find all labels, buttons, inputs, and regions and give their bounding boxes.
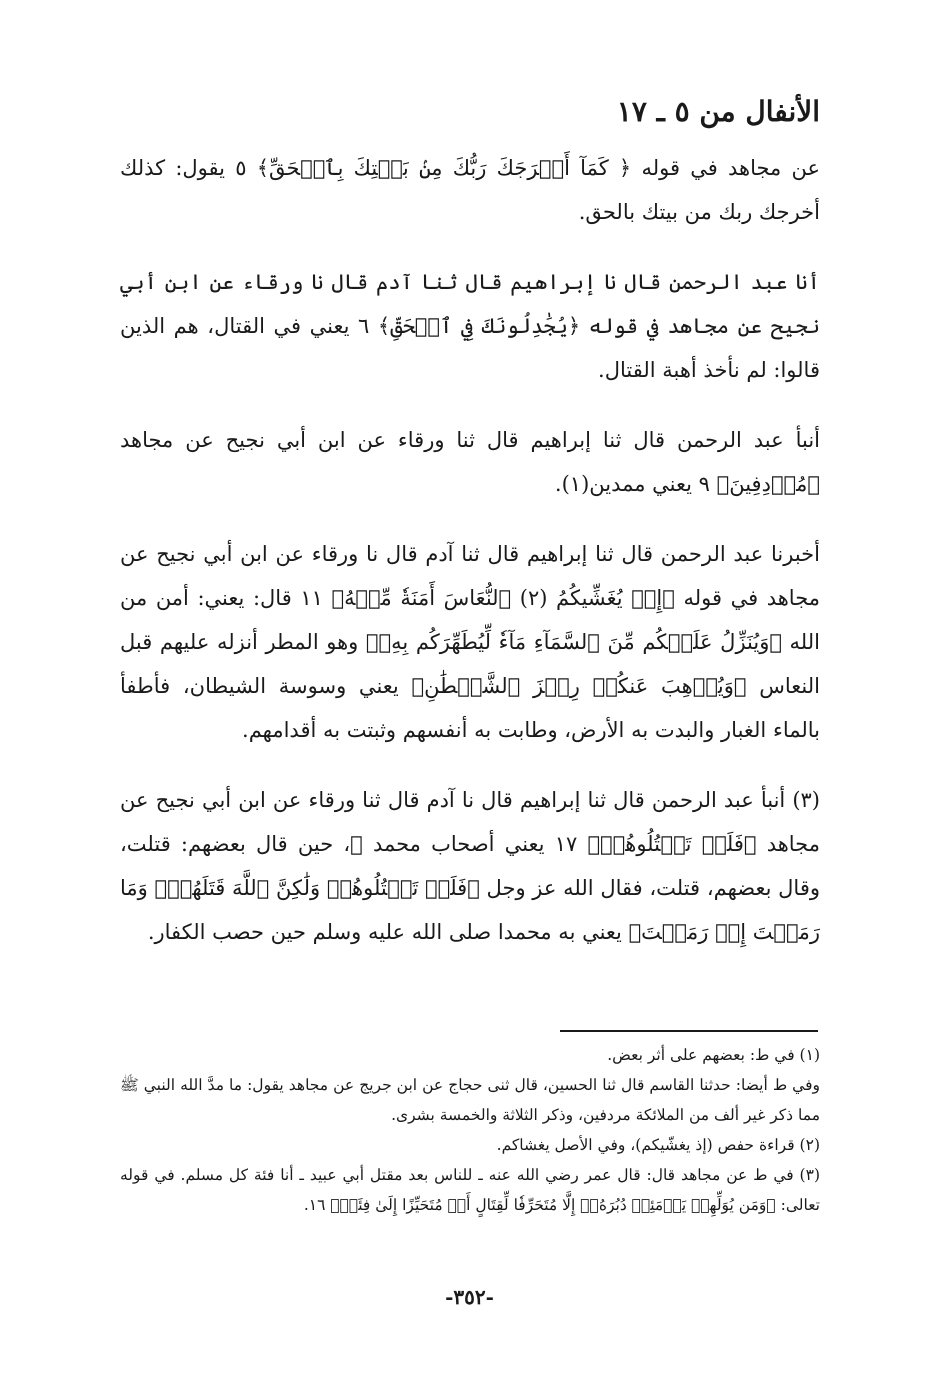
footnote-divider — [560, 1030, 818, 1032]
footnote-3: (٣) في ط عن مجاهد قال: قال عمر رضي الله عنه ـ للناس بعد مقتل أبي عبيد ـ أنا فئة كل مسلم. في قوله تعالى: ﴿وَمَن يُوَلِّهِمۡ يَوۡمَئِذٖ دُبُرَهُۥٓ إِلَّا مُتَحَرِّفٗا لِّقِتَالٍ أَوۡ مُتَحَيِّزًا إِلَىٰ فِئَةٖ﴾ ١٦. — [120, 1166, 820, 1214]
page-heading: الأنفال من ٥ ـ ١٧ — [616, 95, 820, 128]
footnotes — [120, 1040, 820, 1220]
footnote-1: (١) في ط: بعضهم على أثر بعض. — [607, 1046, 820, 1064]
paragraph-2: أنا عبد الرحمن قال نا إبراهيم قال ثنا آدم قال نا ورقاء عن ابن أبي نجيح عن مجاهد في قوله ﴿يُجَٰدِلُونَكَ فِي ٱلۡحَقِّ﴾ ٦ يعني في القتال، هم الذين قالوا: لم نأخذ أهبة القتال. — [120, 270, 820, 382]
page-body — [120, 80, 820, 980]
paragraph-5: (٣) أنبأ عبد الرحمن قال ثنا إبراهيم قال نا آدم قال ثنا ورقاء عن ابن أبي نجيح عن مجاهد ﴿فَلَمۡ تَقۡتُلُوهُمۡ﴾ ١٧ يعني أصحاب محمد ﷺ، حين قال بعضهم: قتلت، وقال بعضهم، قتلت، فقال الله عز وجل ﴿فَلَمۡ تَقۡتُلُوهُمۡ وَلَٰكِنَّ ٱللَّهَ قَتَلَهُمۡۚ وَمَا رَمَيۡتَ إِذۡ رَمَيۡتَ﴾ يعني به محمدا صلى الله عليه وسلم حين حصب الكفار. — [120, 788, 820, 944]
page-number: -٣٥٢- — [445, 1285, 494, 1309]
paragraph-1: عن مجاهد في قوله ﴿ كَمَآ أَخۡرَجَكَ رَبُّكَ مِنۢ بَيۡتِكَ بِٱلۡحَقِّ﴾ ٥ يقول: كذلك أخرجك ربك من بيتك بالحق. — [120, 156, 821, 224]
paragraph-4: أخبرنا عبد الرحمن قال ثنا إبراهيم قال ثنا آدم قال نا ورقاء عن ابن أبي نجيح عن مجاهد في قوله ﴿إِذۡ يُغَشِّيكُمُ (٢) ٱلنُّعَاسَ أَمَنَةٗ مِّنۡهُ﴾ ١١ قال: يعني: أمن من الله ﴿وَيُنَزِّلُ عَلَيۡكُم مِّنَ ٱلسَّمَآءِ مَآءٗ لِّيُطَهِّرَكُم بِهِۦ﴾ وهو المطر أنزله عليهم قبل النعاس ﴿وَيُذۡهِبَ عَنكُمۡ رِجۡزَ ٱلشَّيۡطَٰنِ﴾ يعني وسوسة الشيطان، فأطفأ بالماء الغبار والبدت به الأرض، وطابت به أنفسهم وثبتت به أقدامهم. — [120, 542, 821, 742]
footnote-2: (٢) قراءة حفص (إذ يغشّيكم)، وفي الأصل يغشاكم. — [496, 1136, 820, 1154]
paragraph-3: أنبأ عبد الرحمن قال ثنا إبراهيم قال ثنا ورقاء عن ابن أبي نجيح عن مجاهد ﴿مُرۡدِفِينَ﴾ ٩ يعني ممدين(١). — [120, 428, 820, 496]
footnote-1-continuation: وفي ط أيضا: حدثنا القاسم قال ثنا الحسين، قال ثنى حجاج عن ابن جريج عن مجاهد يقول: ما مدَّ الله النبي ﷺ مما ذكر غير ألف من الملائكة مردفين، وذكر الثلاثة والخمسة بشرى. — [120, 1076, 820, 1124]
